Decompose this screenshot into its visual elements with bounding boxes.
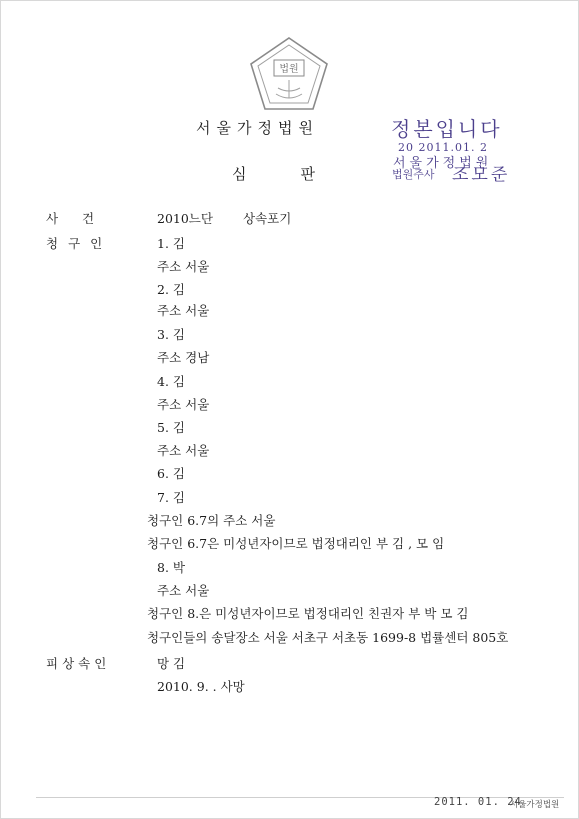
claimant-line: 2. 김 bbox=[157, 282, 185, 297]
claimant-line: 청구인 8.은 미성년자이므로 법정대리인 친권자 부 박 모 김 bbox=[147, 606, 469, 621]
case-type: 상속포기 bbox=[243, 211, 292, 226]
claimant-line: 7. 김 bbox=[157, 490, 185, 505]
document-title-right: 판 bbox=[300, 165, 315, 183]
claimant-line: 주소 서울 bbox=[157, 443, 210, 458]
claimant-line: 청구인 6.7의 주소 서울 bbox=[147, 513, 276, 528]
deceased-death-date: 2010. 9. . 사망 bbox=[157, 679, 245, 694]
deceased-name: 망 김 bbox=[157, 656, 186, 671]
seal-text: 법원 bbox=[279, 64, 299, 75]
certified-copy-stamp-date: 20 2011.01. 2 bbox=[398, 141, 488, 154]
claimants-label: 청구인 bbox=[46, 236, 113, 251]
court-name: 서울가정법원 bbox=[196, 119, 319, 137]
claimant-line: 8. 박 bbox=[157, 560, 185, 575]
certified-copy-stamp-clerk-label: 법원주사 bbox=[392, 168, 435, 181]
claimant-line: 1. 김 bbox=[157, 236, 185, 251]
case-label: 사 건 bbox=[46, 211, 105, 226]
claimant-line: 주소 서울 bbox=[157, 303, 210, 318]
deceased-label: 피상속인 bbox=[46, 656, 111, 671]
claimant-line: 주소 서울 bbox=[157, 259, 210, 274]
claimant-line: 3. 김 bbox=[157, 327, 185, 342]
claimant-line: 주소 서울 bbox=[157, 397, 210, 412]
claimant-line: 청구인 6.7은 미성년자이므로 법정대리인 부 김 , 모 임 bbox=[147, 536, 445, 551]
claimant-line: 6. 김 bbox=[157, 466, 185, 481]
document-title-left: 심 bbox=[232, 165, 247, 183]
claimant-line: 주소 서울 bbox=[157, 583, 210, 598]
case-number: 2010느단 bbox=[157, 211, 213, 226]
certified-copy-stamp-title: 정본입니다 bbox=[391, 117, 503, 141]
claimant-line: 4. 김 bbox=[157, 374, 185, 389]
claimant-line: 5. 김 bbox=[157, 420, 185, 435]
claimant-line: 주소 경남 bbox=[157, 350, 210, 365]
court-seal-icon bbox=[248, 36, 330, 112]
footer-court-name: 서울가정법원 bbox=[510, 800, 560, 810]
certified-copy-stamp-court: 서울가정법원 bbox=[393, 156, 493, 171]
claimant-line: 청구인들의 송달장소 서울 서초구 서초동 1699-8 법률센터 805호 bbox=[147, 630, 509, 645]
document-title bbox=[232, 163, 315, 184]
certified-copy-stamp-signature: 조모준 bbox=[452, 165, 511, 185]
footer-date: 2011. 01. 24 bbox=[434, 796, 522, 808]
